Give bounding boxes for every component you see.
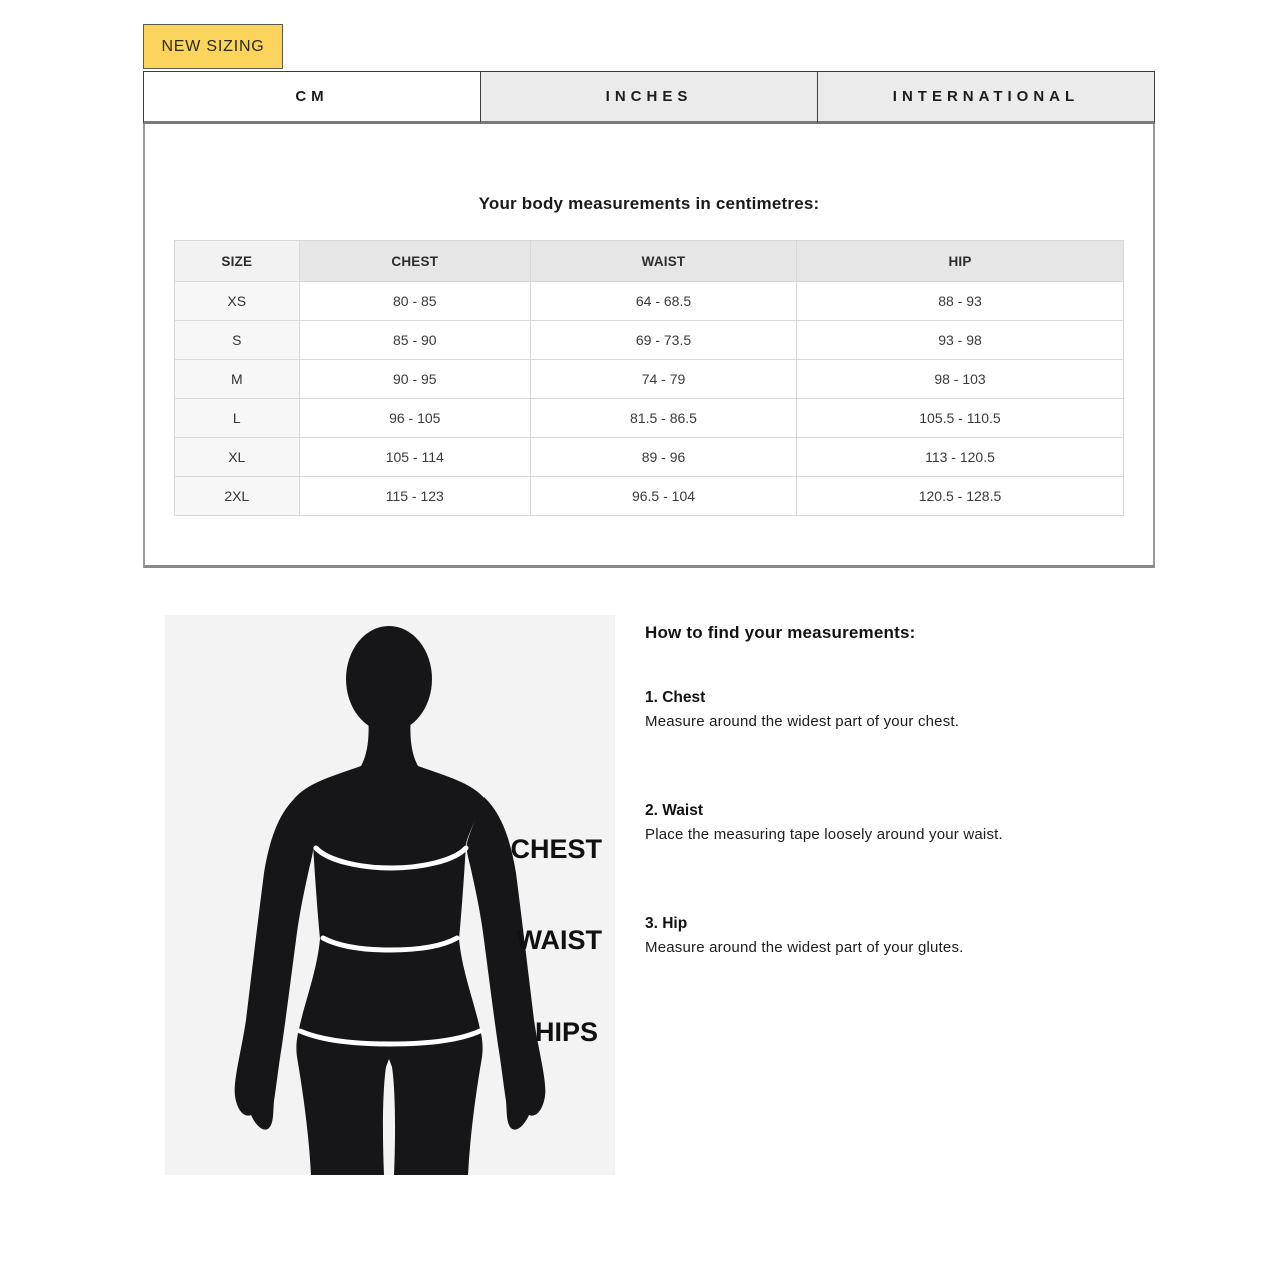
size-cell: 2XL — [175, 477, 300, 516]
chest-cell: 105 - 114 — [299, 438, 530, 477]
column-header-hip: HIP — [797, 241, 1124, 282]
column-header-waist: WAIST — [531, 241, 797, 282]
instruction-step — [645, 689, 1135, 730]
step-text: Place the measuring tape loosely around your waist. — [645, 826, 1003, 843]
table-title: Your body measurements in centimetres: — [478, 194, 820, 213]
chest-cell: 80 - 85 — [299, 282, 530, 321]
step-title: 2. Waist — [645, 802, 703, 819]
size-table-body — [175, 282, 1124, 516]
size-cell: XS — [175, 282, 300, 321]
figure-label-chest: CHEST — [510, 834, 602, 864]
tab-inches[interactable]: INCHES — [480, 71, 818, 124]
waist-cell: 64 - 68.5 — [531, 282, 797, 321]
table-row — [175, 399, 1124, 438]
table-row — [175, 282, 1124, 321]
size-cell: S — [175, 321, 300, 360]
steps — [645, 689, 1135, 956]
new-sizing-badge: NEW SIZING — [143, 24, 283, 69]
size-table — [174, 240, 1124, 516]
hip-cell: 105.5 - 110.5 — [797, 399, 1124, 438]
measurement-figure — [165, 615, 615, 1175]
body-silhouette-image — [165, 615, 615, 1175]
step-title: 3. Hip — [645, 915, 688, 932]
hip-cell: 98 - 103 — [797, 360, 1124, 399]
waist-cell: 96.5 - 104 — [531, 477, 797, 516]
instruction-step — [645, 915, 1135, 956]
chest-cell: 96 - 105 — [299, 399, 530, 438]
waist-cell: 69 - 73.5 — [531, 321, 797, 360]
chest-cell: 85 - 90 — [299, 321, 530, 360]
chest-cell: 90 - 95 — [299, 360, 530, 399]
hip-cell: 88 - 93 — [797, 282, 1124, 321]
column-header-chest: CHEST — [299, 241, 530, 282]
table-row — [175, 477, 1124, 516]
step-text: Measure around the widest part of your glutes. — [645, 939, 964, 956]
unit-tabs — [143, 71, 1155, 124]
measurement-instructions — [645, 615, 1135, 956]
hip-cell: 113 - 120.5 — [797, 438, 1124, 477]
table-row — [175, 360, 1124, 399]
hip-cell: 93 - 98 — [797, 321, 1124, 360]
hip-cell: 120.5 - 128.5 — [797, 477, 1124, 516]
waist-cell: 89 - 96 — [531, 438, 797, 477]
chest-cell: 115 - 123 — [299, 477, 530, 516]
size-table-header — [175, 241, 1124, 282]
step-text: Measure around the widest part of your chest. — [645, 713, 960, 730]
waist-cell: 81.5 - 86.5 — [531, 399, 797, 438]
figure-label-waist: WAIST — [516, 925, 602, 955]
tab-international[interactable]: INTERNATIONAL — [817, 71, 1155, 124]
table-row — [175, 321, 1124, 360]
figure-label-hips: HIPS — [534, 1017, 598, 1047]
size-cell: XL — [175, 438, 300, 477]
cm-panel — [143, 124, 1155, 568]
column-header-size: SIZE — [175, 241, 300, 282]
waist-cell: 74 - 79 — [531, 360, 797, 399]
guide-heading: How to find your measurements: — [645, 623, 916, 642]
step-title: 1. Chest — [645, 689, 706, 706]
table-row — [175, 438, 1124, 477]
size-cell: L — [175, 399, 300, 438]
instruction-step — [645, 802, 1135, 843]
size-cell: M — [175, 360, 300, 399]
tab-cm[interactable]: CM — [143, 71, 481, 124]
